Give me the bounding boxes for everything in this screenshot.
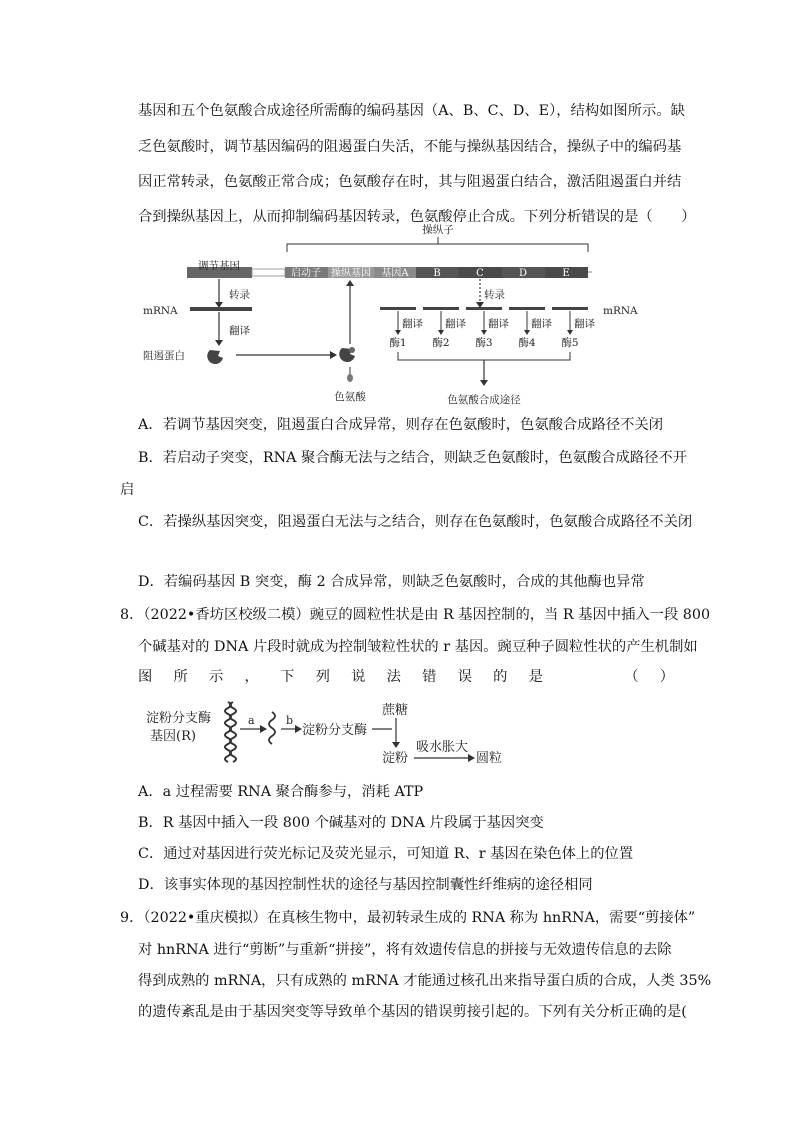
translate-label: 翻译	[229, 325, 250, 337]
promoter-label: 启动子	[291, 268, 321, 279]
sucrose-label: 蔗糖	[382, 703, 409, 718]
q8-word: 列	[315, 669, 330, 685]
q8-word: ，	[244, 669, 259, 685]
repressor-shape	[207, 350, 223, 364]
q7-option-d: D．若编码基因 B 突变，酶 2 合成异常，则缺乏色氨酸时，合成的其他酶也异常	[138, 574, 645, 590]
gene-label-1: 淀粉分支酶	[146, 711, 212, 726]
translate-1: 翻译	[402, 318, 423, 330]
q8-word: 下	[280, 669, 295, 685]
q8-word: 误	[457, 669, 472, 685]
q8-line-2: 个碱基对的 DNA 片段时就成为控制皱粒性状的 r 基因。豌豆种子圆粒性状的产生机制如	[138, 639, 698, 655]
mrna-left-label: mRNA	[143, 305, 178, 317]
gene-label-2: 基因(R)	[150, 729, 196, 744]
gene-b-label: B	[433, 268, 441, 279]
q7-line-3: 因正常转录，色氨酸正常合成；色氨酸存在时，其与阻遏蛋白结合，激活阻遏蛋白并结	[138, 174, 682, 190]
mrna-left-bar	[190, 307, 252, 311]
translate-2: 翻译	[445, 318, 466, 330]
starch-label: 淀粉	[382, 751, 409, 766]
q8-word: 错	[422, 669, 437, 685]
q7-option-b-cont: 启	[120, 482, 135, 498]
step-b-label: b	[286, 714, 294, 727]
transcribe-label: 转录	[229, 289, 250, 301]
q7-option-c: C．若操纵基因突变，阻遏蛋白无法与之结合，则存在色氨酸时，色氨酸合成路径不关闭	[138, 514, 693, 530]
enzyme-4: 酶4	[518, 337, 536, 349]
q8-word: 法	[386, 669, 401, 685]
enzyme-label: 淀粉分支酶	[302, 723, 368, 738]
enzyme-2: 酶2	[432, 337, 450, 349]
q8-word: 图	[138, 669, 153, 685]
q8-word: 示	[209, 669, 224, 685]
q8-option-d: D．该事实体现的基因控制性状的途径与基因控制囊性纤维病的途径相同	[138, 877, 593, 893]
pathway-bracket	[398, 352, 570, 360]
q8-option-c: C．通过对基因进行荧光标记及荧光显示，可知道 R、r 基因在染色体上的位置	[138, 846, 634, 862]
gene-e-label: E	[562, 268, 570, 279]
q9-line-3: 得到成熟的 mRNA，只有成熟的 mRNA 才能通过核孔出来指导蛋白质的合成，人类 35%	[138, 973, 712, 989]
trp-label: 色氨酸	[334, 391, 366, 403]
swell-label: 吸水胀大	[416, 740, 469, 755]
translate-3: 翻译	[488, 318, 509, 330]
q8-option-b: B．R 基因中插入一段 800 个碱基对的 DNA 片段属于基因突变	[138, 815, 544, 831]
mrna-strand	[269, 712, 275, 744]
translate-4: 翻译	[531, 318, 552, 330]
q8-line-1: 8．（2022•香坊区校级二模）豌豆的圆粒性状是由 R 基因控制的，当 R 基因中插入一段 800	[120, 607, 711, 623]
q9-line-1: 9．（2022•重庆模拟）在真核生物中，最初转录生成的 RNA 称为 hnRNA，需要“剪接体”	[120, 910, 696, 926]
enzyme-1: 酶1	[389, 337, 407, 349]
q8-word: 说	[351, 669, 366, 685]
enzyme-5: 酶5	[561, 337, 579, 349]
q9-line-2: 对 hnRNA 进行“剪断”与重新“拼接”，将有效遗传信息的拼接与无效遗传信息的去除	[138, 942, 672, 958]
q8-word: ）	[659, 669, 674, 685]
gene-d-label: D	[518, 268, 528, 279]
operon-label: 操纵子	[422, 224, 454, 236]
q8-word: 是	[528, 669, 543, 685]
trp-molecule	[347, 374, 353, 382]
operator-label: 操纵基因	[331, 268, 371, 279]
starch-enzyme-diagram	[0, 698, 794, 768]
repressor-label: 阻遏蛋白	[143, 350, 185, 362]
pathway-label: 色氨酸合成途径	[447, 394, 521, 406]
q8-word: 的	[493, 669, 508, 685]
trp-operon-diagram	[0, 222, 794, 406]
transcribe2-label: 转录	[484, 289, 505, 301]
round-label: 圆粒	[476, 751, 503, 766]
step-a-label: a	[248, 714, 255, 727]
q7-option-b: B．若启动子突变，RNA 聚合酶无法与之结合，则缺乏色氨酸时，色氨酸合成路径不开	[138, 450, 688, 466]
enzyme-group	[380, 307, 595, 349]
translate-5: 翻译	[574, 318, 595, 330]
gene-a-label: 基因A	[381, 268, 409, 279]
q8-word: （	[624, 669, 639, 685]
q7-line-2: 乏色氨酸时，调节基因编码的阻遏蛋白失活，不能与操纵基因结合，操纵子中的编码基	[138, 139, 682, 155]
q9-line-4: 的遗传紊乱是由于基因突变等导致单个基因的错误剪接引起的。下列有关分析正确的是(	[138, 1004, 687, 1020]
q7-line-1: 基因和五个色氨酸合成途径所需酶的编码基因（A、B、C、D、E），结构如图所示。缺	[138, 103, 685, 119]
q7-option-a: A．若调节基因突变，阻遏蛋白合成异常，则存在色氨酸时，色氨酸合成路径不关闭	[138, 417, 664, 433]
enzyme-3: 酶3	[475, 337, 493, 349]
operon-bracket	[287, 244, 588, 252]
q7-line-4: 合到操纵基因上，从而抑制编码基因转录，色氨酸停止合成。下列分析错误的是（ ）	[138, 209, 696, 225]
q8-line-3	[138, 666, 674, 686]
q8-option-a: A．a 过程需要 RNA 聚合酶参与，消耗 ATP	[138, 784, 424, 800]
q8-word: 所	[173, 669, 188, 685]
mrna-right-label: mRNA	[603, 305, 638, 317]
gene-c-label: C	[476, 268, 484, 279]
regulator-label: 调节基因	[198, 260, 240, 272]
